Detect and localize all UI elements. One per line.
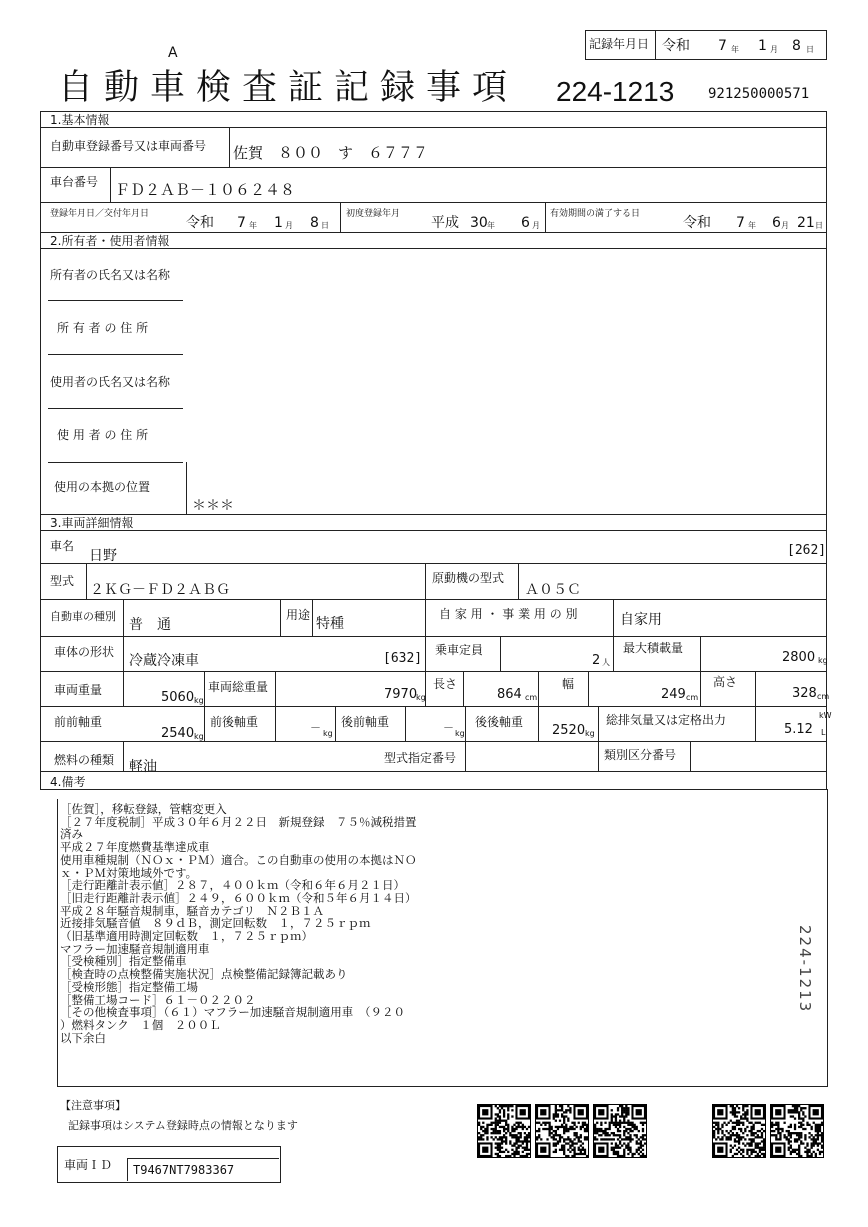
rear-rear-axle-label: 後後軸重 xyxy=(475,715,524,729)
vehicle-name-label: 車名 xyxy=(50,539,75,553)
notes-heading: 【注意事項】 xyxy=(60,1099,126,1112)
page-title: 自動車検査証記録事項 xyxy=(58,68,519,108)
body-shape-label: 車体の形状 xyxy=(54,645,115,659)
record-date-label: 記録年月日 xyxy=(589,37,650,51)
reg-no-value: 佐賀 ８００ す ６７７７ xyxy=(233,144,429,162)
length-label: 長さ xyxy=(433,677,458,691)
remark-line: ［受検種別］指定整備車 xyxy=(60,954,187,969)
base-location-value: ＊＊＊ xyxy=(192,498,234,514)
section4-heading: 4.備考 xyxy=(50,775,86,789)
vehicle-type-label: 自動車の種別 xyxy=(50,610,116,623)
private-business-value: 自家用 xyxy=(620,612,662,628)
use-label: 用途 xyxy=(286,608,311,622)
record-date-era: 令和 xyxy=(662,38,690,54)
section1-heading: 1.基本情報 xyxy=(50,113,110,127)
section2-heading: 2.所有者・使用者情報 xyxy=(50,234,170,248)
capacity-label: 乗車定員 xyxy=(435,643,484,657)
model-value: ２ＫＧ－ＦＤ２ＡＢＧ xyxy=(90,582,230,598)
qr-code-4 xyxy=(712,1104,766,1158)
gross-weight-label: 車両総重量 xyxy=(208,680,269,694)
type-designation-label: 型式指定番号 xyxy=(384,751,457,765)
remark-line: 平成２７年度燃費基準達成車 xyxy=(60,840,210,855)
vehicle-type-value: 普 通 xyxy=(129,617,171,633)
handwritten-note: 224-1213 xyxy=(796,925,814,1014)
user-name-label: 使用者の氏名又は名称 xyxy=(50,375,171,389)
rear-rear-axle-value: 2520 xyxy=(552,723,586,738)
remark-line: 済み xyxy=(60,827,83,842)
corner-mark: A xyxy=(168,45,178,61)
remark-line: 平成２８年騒音規制車，騒音カテゴリ Ｎ２Ｂ１Ａ xyxy=(60,903,325,918)
displacement-value: 5.12 xyxy=(784,722,813,737)
remark-line: 近接排気騒音値 ８９ｄＢ，測定回転数 １，７２５ｒｐｍ xyxy=(60,916,371,931)
category-number-label: 類別区分番号 xyxy=(604,748,677,762)
front-front-axle-value: 2540 xyxy=(161,726,195,741)
remark-line: ［受検形態］指定整備工場 xyxy=(60,979,198,994)
remark-line: 使用車種規制（ＮＯｘ・ＰＭ）適合。この自動車の使用の本拠はＮＯ xyxy=(60,852,417,867)
width-label: 幅 xyxy=(562,677,575,691)
engine-value: Ａ０５Ｃ xyxy=(525,582,581,598)
body-shape-value: 冷蔵冷凍車 xyxy=(129,653,199,669)
record-date-day: 8 xyxy=(792,38,801,54)
remark-line: 以下余白 xyxy=(60,1030,106,1045)
chassis-label: 車台番号 xyxy=(50,175,99,189)
remark-line: マフラー加速騒音規制適用車 xyxy=(60,941,210,956)
vehicle-name-code: [262] xyxy=(787,543,827,558)
max-load-label: 最大積載量 xyxy=(623,641,684,655)
notes-text: 記録事項はシステム登録時点の情報となります xyxy=(68,1119,298,1132)
front-rear-axle-value: － xyxy=(310,721,321,734)
remark-line: ［走行距離計表示値］２８７，４００ｋｍ（令和６年６月２１日） xyxy=(60,878,405,893)
use-value: 特種 xyxy=(316,616,344,632)
vehicle-id-label: 車両ＩＤ xyxy=(64,1158,113,1172)
private-business-label: 自 家 用 ・ 事 業 用 の 別 xyxy=(439,607,578,621)
rear-front-axle-label: 後前軸重 xyxy=(341,715,390,729)
length-value: 864 xyxy=(497,687,522,702)
vehicle-id-value: T9467NT7983367 xyxy=(133,1163,235,1177)
gross-weight-value: 7970 xyxy=(384,687,418,702)
reg-no-label: 自動車登録番号又は車両番号 xyxy=(50,139,207,153)
fuel-type-value: 軽油 xyxy=(129,759,157,775)
document-code: 224-1213 xyxy=(556,76,675,107)
fuel-type-label: 燃料の種類 xyxy=(54,753,115,767)
expiry-label: 有効期間の満了する日 xyxy=(550,209,641,219)
first-reg-label: 初度登録年月 xyxy=(346,209,401,219)
reg-date-label: 登録年月日／交付年月日 xyxy=(50,209,150,219)
record-date-year: 7 xyxy=(718,38,727,54)
body-shape-code: [632] xyxy=(383,651,423,666)
vehicle-name-value: 日野 xyxy=(89,548,117,564)
rear-front-axle-value: － xyxy=(443,721,454,734)
remark-line: ［旧走行距離計表示値］２４９，６００ｋｍ（令和５年６月１４日） xyxy=(60,890,417,905)
remark-line: （旧基準適用時測定回転数 １，７２５ｒｐｍ） xyxy=(60,929,313,944)
owner-name-label: 所有者の氏名又は名称 xyxy=(50,268,171,282)
remarks-text xyxy=(60,803,445,1044)
displacement-label: 総排気量又は定格出力 xyxy=(606,713,727,727)
base-location-label: 使用の本拠の位置 xyxy=(54,480,151,494)
vehicle-weight-value: 5060 xyxy=(161,690,195,705)
height-label: 高さ xyxy=(713,675,738,689)
remark-line: ［整備工場コード］６１－０２２０２ xyxy=(60,992,256,1007)
remark-line: ）燃料タンク １個 ２００Ｌ xyxy=(60,1017,221,1032)
qr-code-3 xyxy=(593,1104,647,1158)
height-value: 328 xyxy=(792,686,817,701)
record-date-month: 1 xyxy=(758,38,767,54)
front-rear-axle-label: 前後軸重 xyxy=(210,715,259,729)
section3-heading: 3.車両詳細情報 xyxy=(50,516,134,530)
remark-line: ［佐賀］，移転登録，管轄変更入 xyxy=(60,802,227,816)
vehicle-weight-label: 車両重量 xyxy=(54,683,103,697)
engine-label: 原動機の型式 xyxy=(432,571,505,585)
remark-line: ［２７年度税制］平成３０年６月２２日 新規登録 ７５％減税措置 xyxy=(60,814,417,829)
qr-code-5 xyxy=(770,1104,824,1158)
remark-line: ［その他検査事項］（６１）マフラー加速騒音規制適用車 （９２０ xyxy=(60,1005,405,1020)
qr-code-2 xyxy=(535,1104,589,1158)
qr-code-1 xyxy=(477,1104,531,1158)
capacity-value: 2 xyxy=(592,653,601,668)
max-load-value: 2800 xyxy=(782,650,816,665)
width-value: 249 xyxy=(661,687,686,702)
model-label: 型式 xyxy=(50,574,75,588)
chassis-value: ＦＤ２ＡＢ－１０６２４８ xyxy=(115,181,296,199)
document-number: 921250000571 xyxy=(708,86,810,102)
front-front-axle-label: 前前軸重 xyxy=(54,715,103,729)
owner-address-label: 所 有 者 の 住 所 xyxy=(57,321,149,335)
remark-line: ｘ・ＰＭ対策地域外です。 xyxy=(60,865,198,880)
user-address-label: 使 用 者 の 住 所 xyxy=(57,428,149,442)
remark-line: ［検査時の点検整備実施状況］点検整備記録簿記載あり xyxy=(60,967,348,982)
